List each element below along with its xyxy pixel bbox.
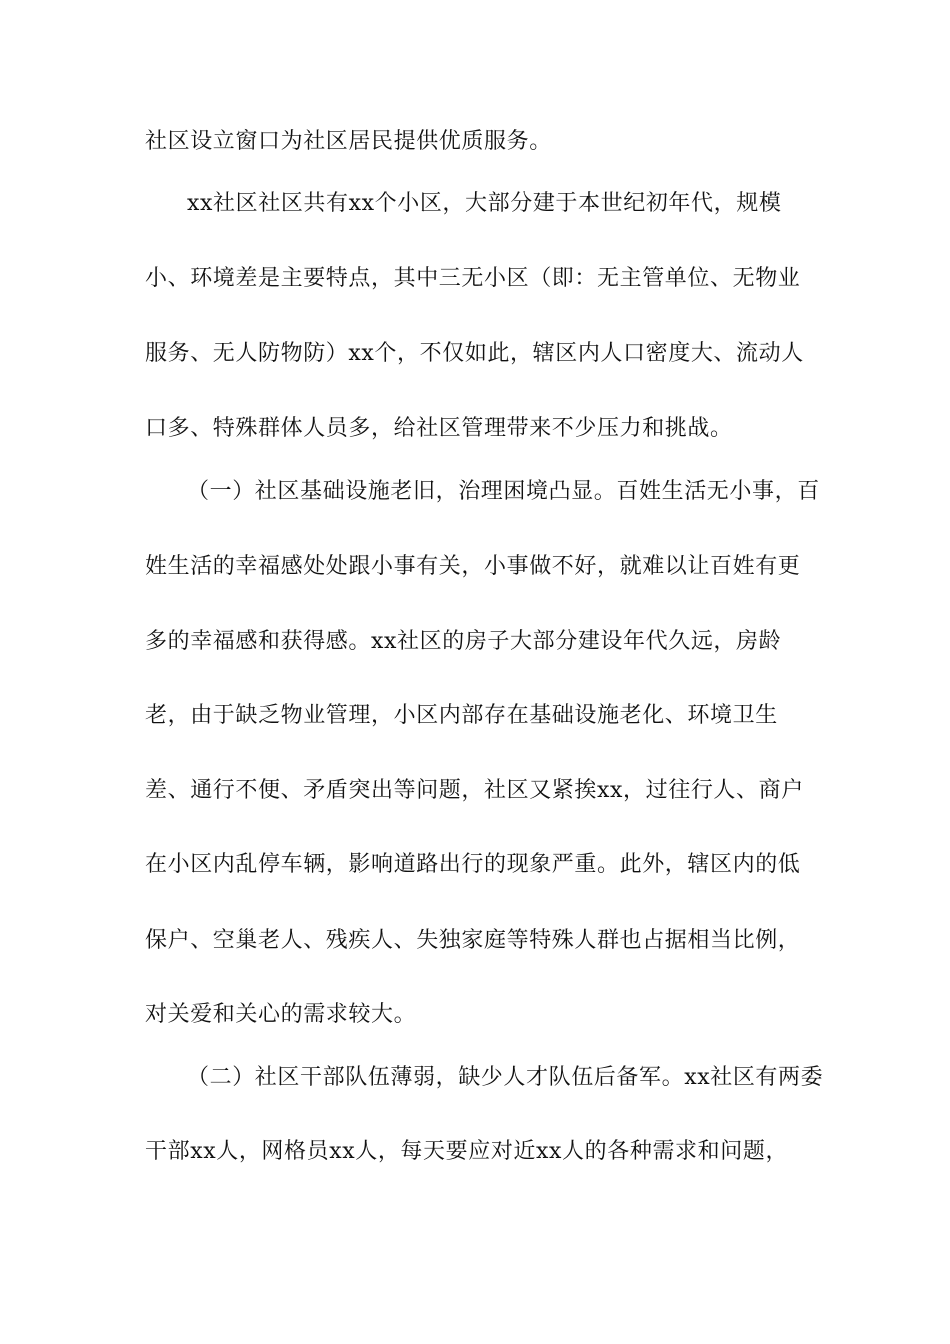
text-line: 对关爱和关心的需求较大。 — [145, 1002, 417, 1027]
text-line: 保户、空巢老人、残疾人、失独家庭等特殊人群也占据相当比例， — [145, 928, 801, 953]
text-line: 姓生活的幸福感处处跟小事有关，小事做不好，就难以让百姓有更 — [145, 554, 801, 579]
text-line: 社区设立窗口为社区居民提供优质服务。 — [145, 129, 552, 154]
text-line: （二）社区干部队伍薄弱，缺少人才队伍后备军。xx社区有两委 — [187, 1065, 824, 1090]
text-line: 小、环境差是主要特点，其中三无小区（即：无主管单位、无物业 — [145, 266, 801, 291]
text-line: 服务、无人防物防）xx个，不仅如此，辖区内人口密度大、流动人 — [145, 341, 804, 366]
text-line: 差、通行不便、矛盾突出等问题，社区又紧挨xx，过往行人、商户 — [145, 778, 804, 803]
text-line: （一）社区基础设施老旧，治理困境凸显。百姓生活无小事，百 — [187, 479, 820, 504]
text-line: 干部xx人，网格员xx人，每天要应对近xx人的各种需求和问题， — [145, 1139, 789, 1164]
text-line: 在小区内乱停车辆，影响道路出行的现象严重。此外，辖区内的低 — [145, 852, 801, 877]
text-line: 口多、特殊群体人员多，给社区管理带来不少压力和挑战。 — [145, 416, 733, 441]
text-line: 多的幸福感和获得感。xx社区的房子大部分建设年代久远，房龄 — [145, 629, 782, 654]
text-line: xx社区社区共有xx个小区，大部分建于本世纪初年代，规模 — [187, 191, 782, 216]
text-line: 老，由于缺乏物业管理，小区内部存在基础设施老化、环境卫生 — [145, 703, 778, 728]
